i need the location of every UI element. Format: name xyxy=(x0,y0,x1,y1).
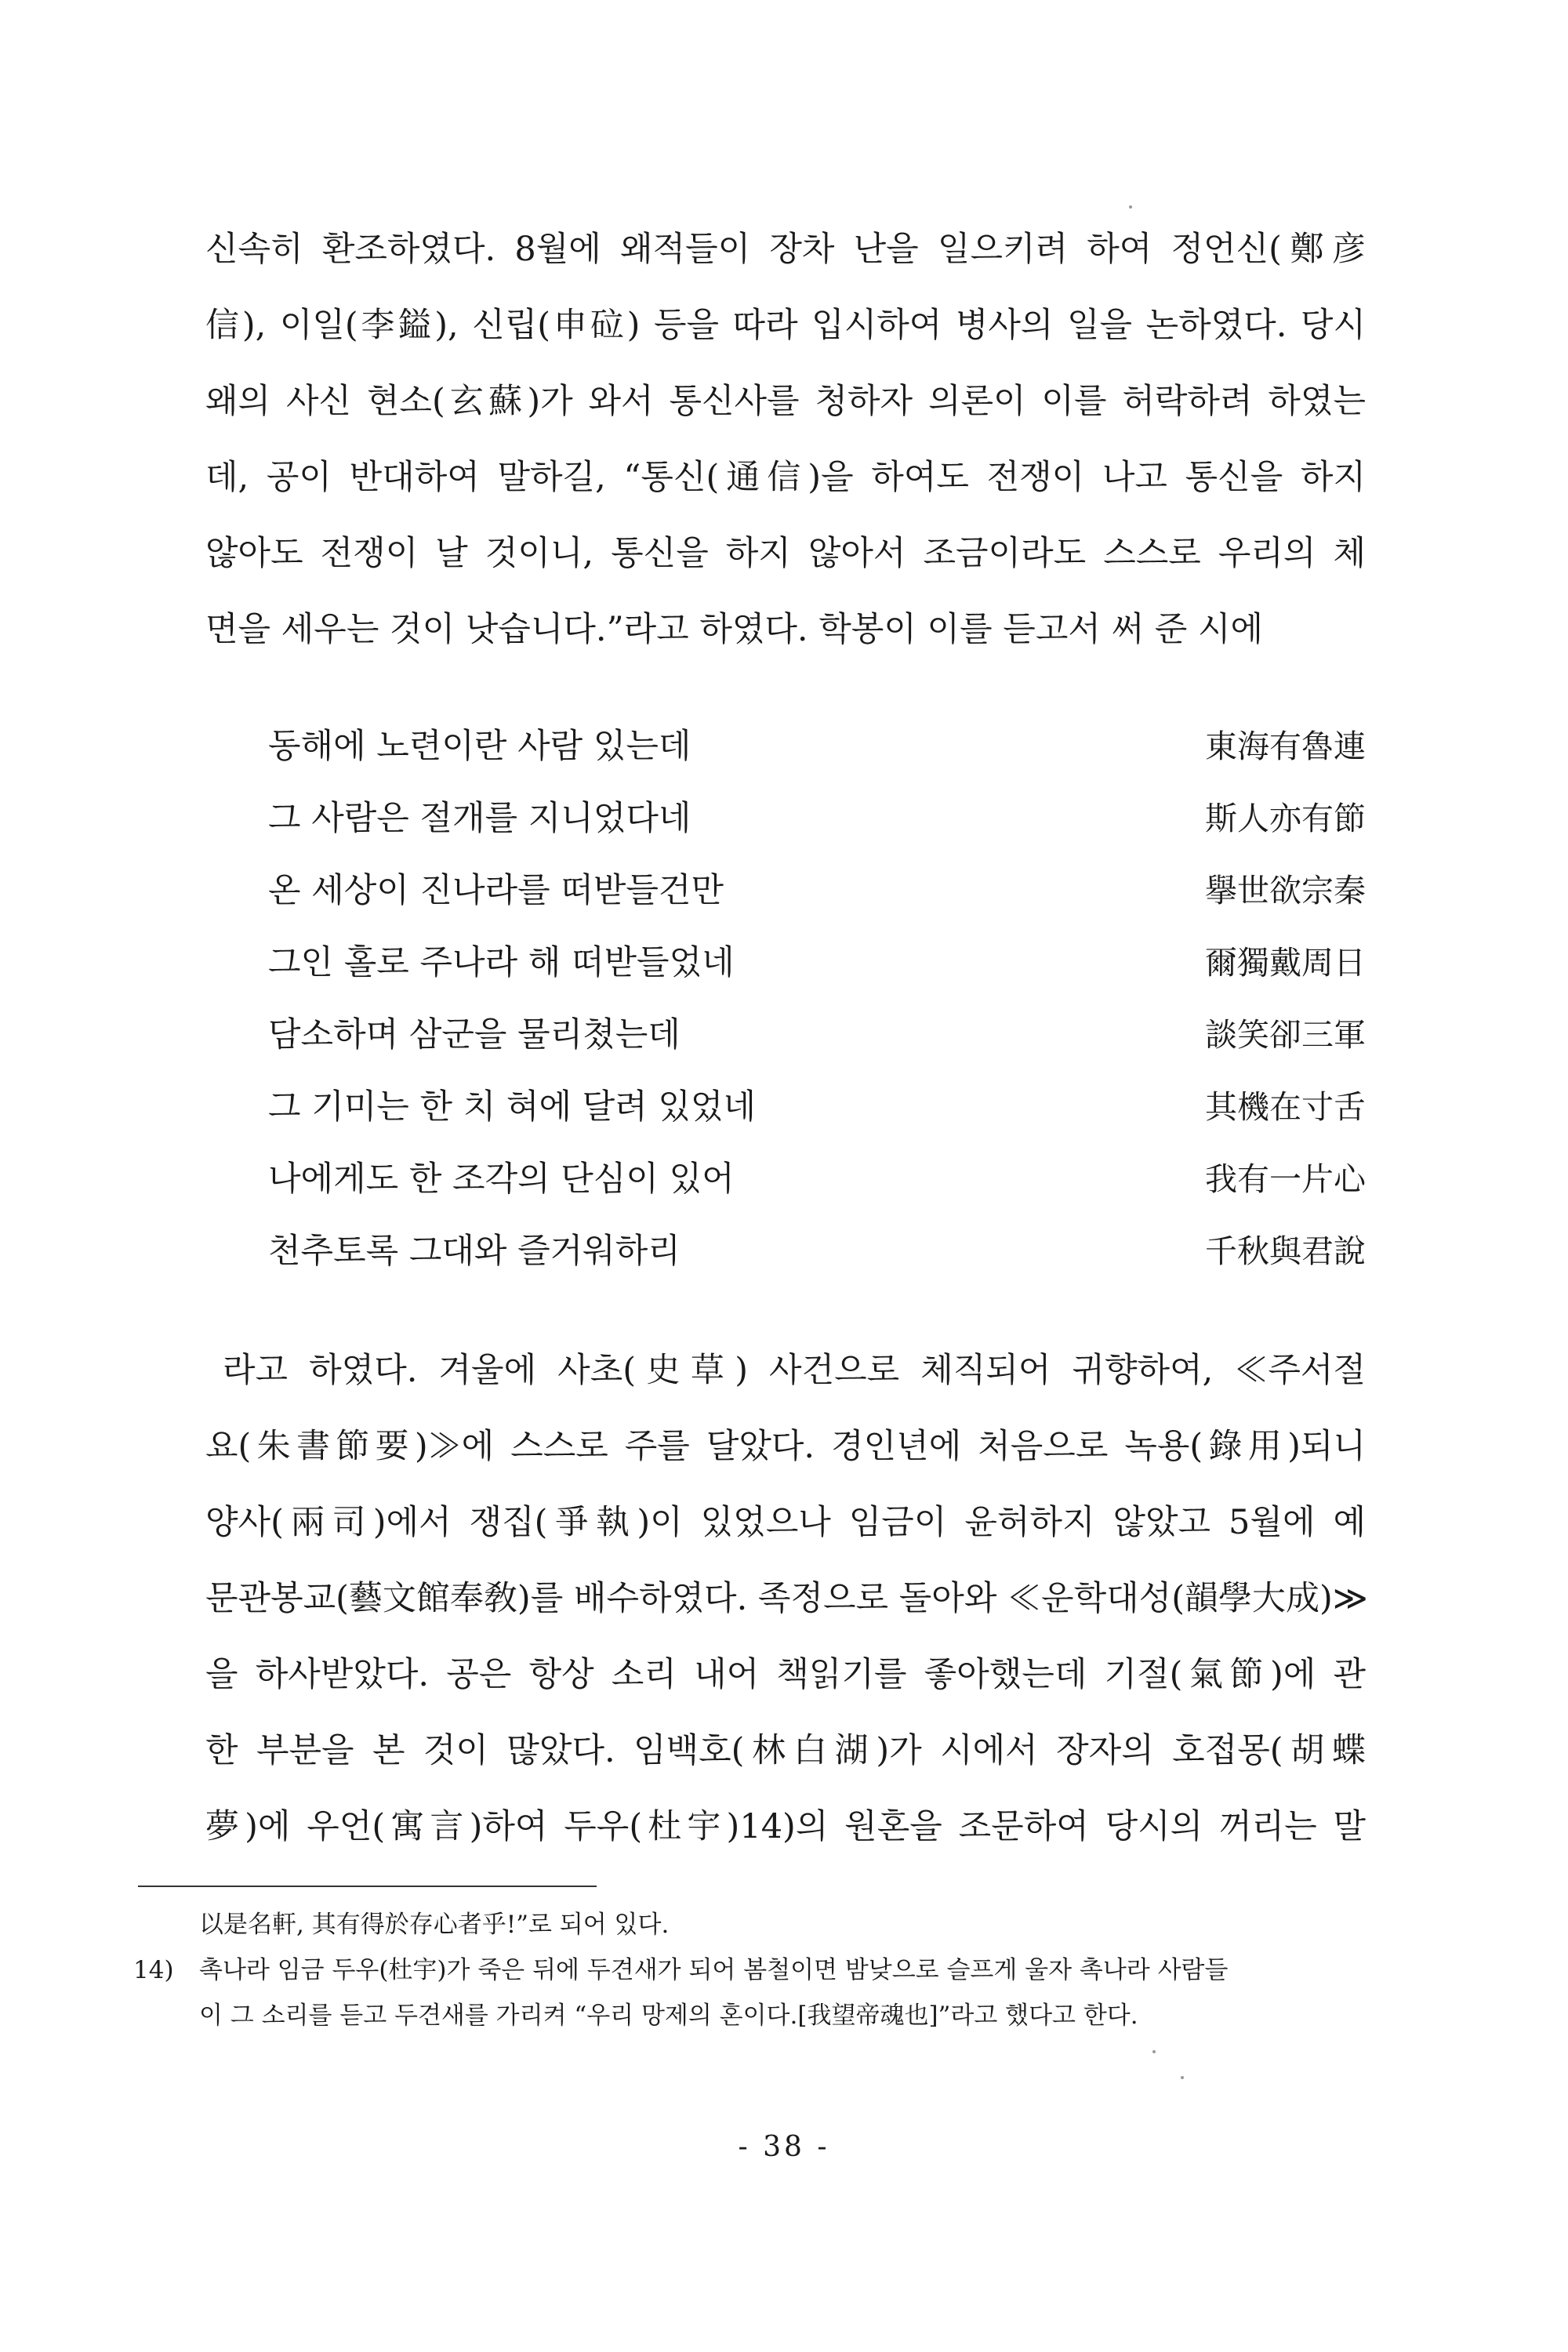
footnote-text xyxy=(199,1947,1427,2038)
poem-line xyxy=(205,851,1366,924)
poem-line xyxy=(205,707,1366,779)
poem-korean: 그 사람은 절개를 지니었다네 xyxy=(268,798,691,838)
text-line: 양사(兩司)에서 쟁집(爭執)이 있었으나 임금이 윤허하지 않았고 5월에 예 xyxy=(205,1503,1366,1542)
poem-line xyxy=(205,1068,1366,1140)
text-line: 요(朱書節要)≫에 스스로 주를 달았다. 경인년에 처음으로 녹용(錄用)되니 xyxy=(205,1427,1366,1466)
footnote-divider xyxy=(138,1886,597,1887)
poem-line xyxy=(205,1140,1366,1212)
text-line: 않아도 전쟁이 날 것이니, 통신을 하지 않아서 조금이라도 스스로 우리의 체 xyxy=(205,534,1366,573)
body-paragraph-2 xyxy=(205,1333,1366,1865)
poem-korean: 동해에 노련이란 사람 있는데 xyxy=(268,726,691,766)
text-line: 라고 하였다. 겨울에 사초(史草) 사건으로 체직되어 귀향하여, ≪주서절 xyxy=(223,1351,1366,1390)
poem-hanja: 斯人亦有節 xyxy=(1205,799,1366,837)
poem-line xyxy=(205,924,1366,996)
page-number: - 38 - xyxy=(738,2131,830,2163)
text-line: 면을 세우는 것이 낫습니다.”라고 하였다. 학봉이 이를 듣고서 써 준 시에 xyxy=(205,610,1264,649)
footnote-14 xyxy=(133,1947,1427,2038)
text-line: 을 하사받았다. 공은 항상 소리 내어 책읽기를 좋아했는데 기절(氣節)에 관 xyxy=(205,1655,1366,1694)
footnote-line: 이 그 소리를 듣고 두견새를 가리켜 “우리 망제의 혼이다.[我望帝魂也]”라고 했다고 한다. xyxy=(199,2002,1138,2030)
text-line: 문관봉교(藝文館奉敎)를 배수하였다. 족정으로 돌아와 ≪운학대성(韻學大成)≫ xyxy=(205,1579,1368,1618)
poem-hanja: 東海有魯連 xyxy=(1205,727,1366,765)
poem-line xyxy=(205,996,1366,1068)
footnote-number: 14) xyxy=(133,1956,174,1984)
poem-korean: 천추토록 그대와 즐거워하리 xyxy=(268,1231,681,1271)
poem-korean: 나에게도 한 조각의 단심이 있어 xyxy=(268,1159,735,1199)
poem-korean: 담소하며 삼군을 물리쳤는데 xyxy=(268,1014,681,1054)
poem-korean: 그 기미는 한 치 혀에 달려 있었네 xyxy=(268,1087,757,1127)
text-line: 한 부분을 본 것이 많았다. 임백호(林白湖)가 시에서 장자의 호접몽(胡蝶 xyxy=(205,1731,1366,1770)
poem-hanja: 我有一片心 xyxy=(1205,1160,1366,1198)
poem-hanja: 爾獨戴周日 xyxy=(1205,943,1366,982)
poem-hanja: 千秋與君說 xyxy=(1205,1232,1366,1270)
text-line: 信), 이일(李鎰), 신립(申砬) 등을 따라 입시하여 병사의 일을 논하였다. 당시 xyxy=(205,306,1366,345)
text-line: 데, 공이 반대하여 말하길, “통신(通信)을 하여도 전쟁이 나고 통신을 하지 xyxy=(205,458,1366,497)
poem-hanja: 擧世欲宗秦 xyxy=(1205,871,1366,909)
poem-korean: 그인 홀로 주나라 해 떠받들었네 xyxy=(268,942,735,982)
footnotes xyxy=(133,1902,1427,2038)
poem-hanja: 談笑卻三軍 xyxy=(1205,1015,1366,1054)
poem-block xyxy=(205,707,1366,1284)
body-paragraph-1 xyxy=(205,212,1366,668)
poem-line xyxy=(205,1212,1366,1284)
scan-speck xyxy=(1181,2076,1184,2079)
footnote-line: 촉나라 임금 두우(杜宇)가 죽은 뒤에 두견새가 되어 봄철이면 밤낮으로 슬프게 울자 촉나라 사람들 xyxy=(199,1956,1229,1984)
poem-korean: 온 세상이 진나라를 떠받들건만 xyxy=(268,870,724,910)
scan-speck xyxy=(1129,205,1132,209)
text-line: 신속히 환조하였다. 8월에 왜적들이 장차 난을 일으키려 하여 정언신(鄭彦 xyxy=(205,230,1366,269)
poem-line xyxy=(205,779,1366,851)
footnote-continuation: 以是名軒, 其有得於存心者乎!”로 되어 있다. xyxy=(199,1911,670,1939)
scan-speck xyxy=(1152,2050,1156,2053)
text-line: 왜의 사신 현소(玄蘇)가 와서 통신사를 청하자 의론이 이를 허락하려 하였는 xyxy=(205,382,1366,421)
text-line: 夢)에 우언(寓言)하여 두우(杜宇)14)의 원혼을 조문하여 당시의 꺼리는 말 xyxy=(205,1807,1366,1846)
poem-hanja: 其機在寸舌 xyxy=(1205,1087,1366,1126)
